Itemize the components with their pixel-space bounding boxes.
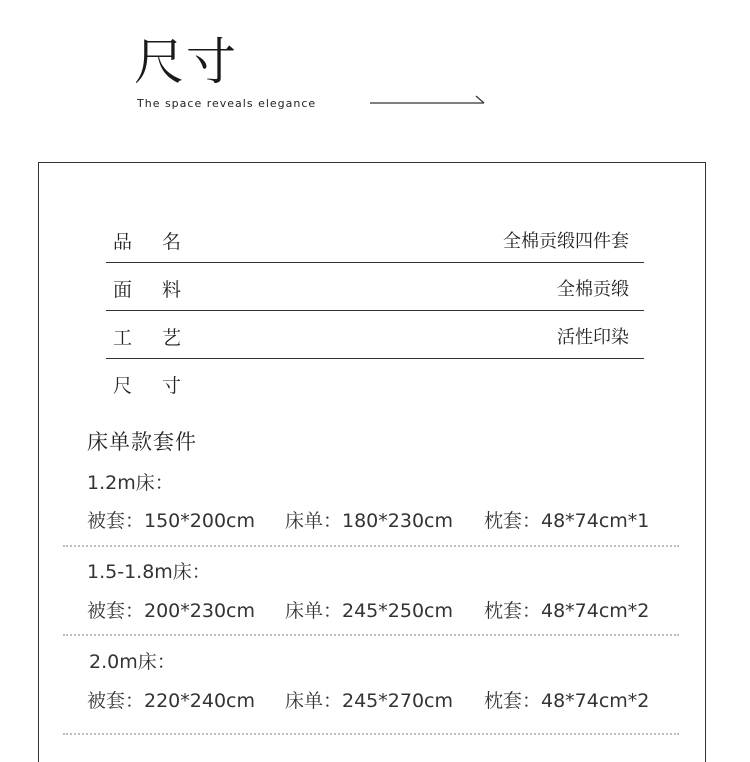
- bed-size-label: 2.0m床：: [89, 651, 176, 673]
- size-line: [87, 596, 687, 626]
- spec-row-fabric: [106, 270, 644, 311]
- spec-label: 尺寸: [113, 375, 212, 397]
- spec-value: 全棉贡缎: [557, 279, 629, 300]
- bed-size-label: 1.5-1.8m床：: [87, 561, 211, 583]
- sheet-size: 床单：180*230cm: [285, 510, 453, 532]
- bed-size-label: 1.2m床：: [87, 472, 174, 494]
- sheet-size: 床单：245*270cm: [285, 690, 453, 712]
- page-title: 尺寸: [134, 33, 238, 91]
- duvet-size: 被套：220*240cm: [87, 690, 255, 712]
- section-title: 床单款套件: [87, 430, 197, 454]
- pillow-size: 枕套：48*74cm*2: [484, 600, 650, 622]
- duvet-size: 被套：200*230cm: [87, 600, 255, 622]
- spec-label: 品名: [113, 231, 212, 253]
- spec-row-name: [106, 222, 644, 263]
- pillow-size: 枕套：48*74cm*2: [484, 690, 650, 712]
- duvet-size: 被套：150*200cm: [87, 510, 255, 532]
- dotted-divider: [63, 733, 679, 735]
- arrow-right-icon: [370, 94, 490, 108]
- size-line: [87, 506, 687, 536]
- size-line: [87, 686, 687, 716]
- dotted-divider: [63, 545, 679, 547]
- spec-label: 工艺: [113, 327, 212, 349]
- spec-label: 面料: [113, 279, 212, 301]
- spec-row-craft: [106, 318, 644, 359]
- sheet-size: 床单：245*250cm: [285, 600, 453, 622]
- spec-value: 活性印染: [557, 327, 629, 348]
- page-subtitle: The space reveals elegance: [137, 97, 317, 110]
- spec-card: [38, 162, 706, 762]
- pillow-size: 枕套：48*74cm*1: [484, 510, 650, 532]
- dotted-divider: [63, 634, 679, 636]
- spec-value: 全棉贡缎四件套: [503, 231, 629, 252]
- spec-row-size: [106, 366, 644, 406]
